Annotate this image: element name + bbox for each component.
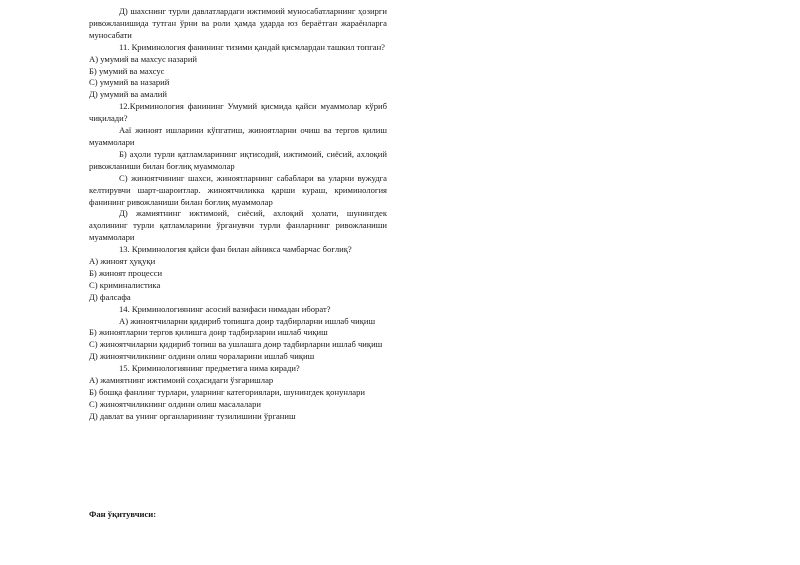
text-line: 15. Криминологиянинг предметига нима киради?: [119, 363, 300, 374]
text-line: 13. Криминология қайси фан билан айникса чамбарчас боғлиқ?: [119, 244, 352, 255]
text-line: С) криминалистика: [89, 279, 161, 290]
text-line: Д) шахснинг турли давлатлардаги ижтимоий муносабатларнинг ҳозирги ривожланишида тутган ўрни ва роли ҳамда ударда юз бераётган жараёнларга муносабати: [89, 6, 387, 40]
text-line: Б) жиноят процесси: [89, 267, 163, 278]
text-line: Д) фалсафа: [89, 291, 131, 302]
document-body: [89, 6, 387, 423]
text-line: Б) умумий ва махсус: [89, 65, 165, 76]
text-line: Б) жиноятларни тергов қилишга доир тадбирларни ишлаб чиқиш: [89, 327, 328, 338]
teacher-signature-label: Фан ўқитувчиси:: [89, 509, 157, 519]
text-line: С) жиноятчиликнинг олдини олиш масалалари: [89, 398, 261, 409]
text-line: А) умумий ва махсус назарий: [89, 53, 198, 64]
text-line: Ааї жиноят ишларини кўпгатиш, жиноятларни очиш ва тергов қилиш муаммолари: [89, 125, 387, 147]
text-line: Д) давлат ва унинг органларининг тузилишини ўрганиш: [89, 410, 296, 421]
text-line: Б) бошқа фанлинг турлари, уларнинг категориялари, шунингдек қонунлари: [89, 387, 365, 397]
text-line: С) умумий ва назарий: [89, 77, 170, 88]
text-line: Д) жиноятчиликнинг олдини олиш чораларини ишлаб чиқиш: [89, 351, 315, 362]
text-line: Д) умумий ва амалий: [89, 89, 167, 100]
text-line: С) жиноятчининг шахси, жиноятларнинг сабаблари ва уларни вужудга келтирувчи шарт-шароитлар. жиноятчиликка қарши кураш, криминология фанининг ривожланиши билан боғлиқ муаммолар: [89, 172, 387, 207]
text-line: 11. Криминология фанининг тизими қандай қисмлардан ташкил топган?: [119, 41, 385, 52]
text-line: А) жиноятчиларни қидириб топишга доир тадбирларни ишлаб чиқиш: [119, 315, 376, 326]
text-line: 14. Криминологиянинг асосий вазифаси нимадан иборат?: [119, 303, 331, 314]
text-line: А) жиноят ҳуқуқи: [89, 256, 156, 267]
text-line: Д) жамиятнинг ижтимоий, сиёсий, ахлоқий ҳолати, шунингдек аҳолининг турли қатламларини ўрганувчи турли фанларнинг ривожланиши муаммолари: [89, 208, 387, 243]
text-line: Б) аҳоли турли қатламларининг иқтисодий, ижтимоий, сиёсий, ахлоқий ривожланиши билан боғлиқ муаммолар: [89, 148, 387, 171]
text-line: С) жиноятчиларни қидириб топиш ва ушлашга доир тадбирларни ишлаб чиқиш: [89, 339, 383, 350]
text-line: А) жамиятнинг ижтимоий соҳасидаги ўзгаришлар: [89, 375, 274, 386]
text-line: 12.Криминология фанининг Умумий қисмида қайси муаммолар кўриб чиқилади?: [89, 101, 387, 124]
